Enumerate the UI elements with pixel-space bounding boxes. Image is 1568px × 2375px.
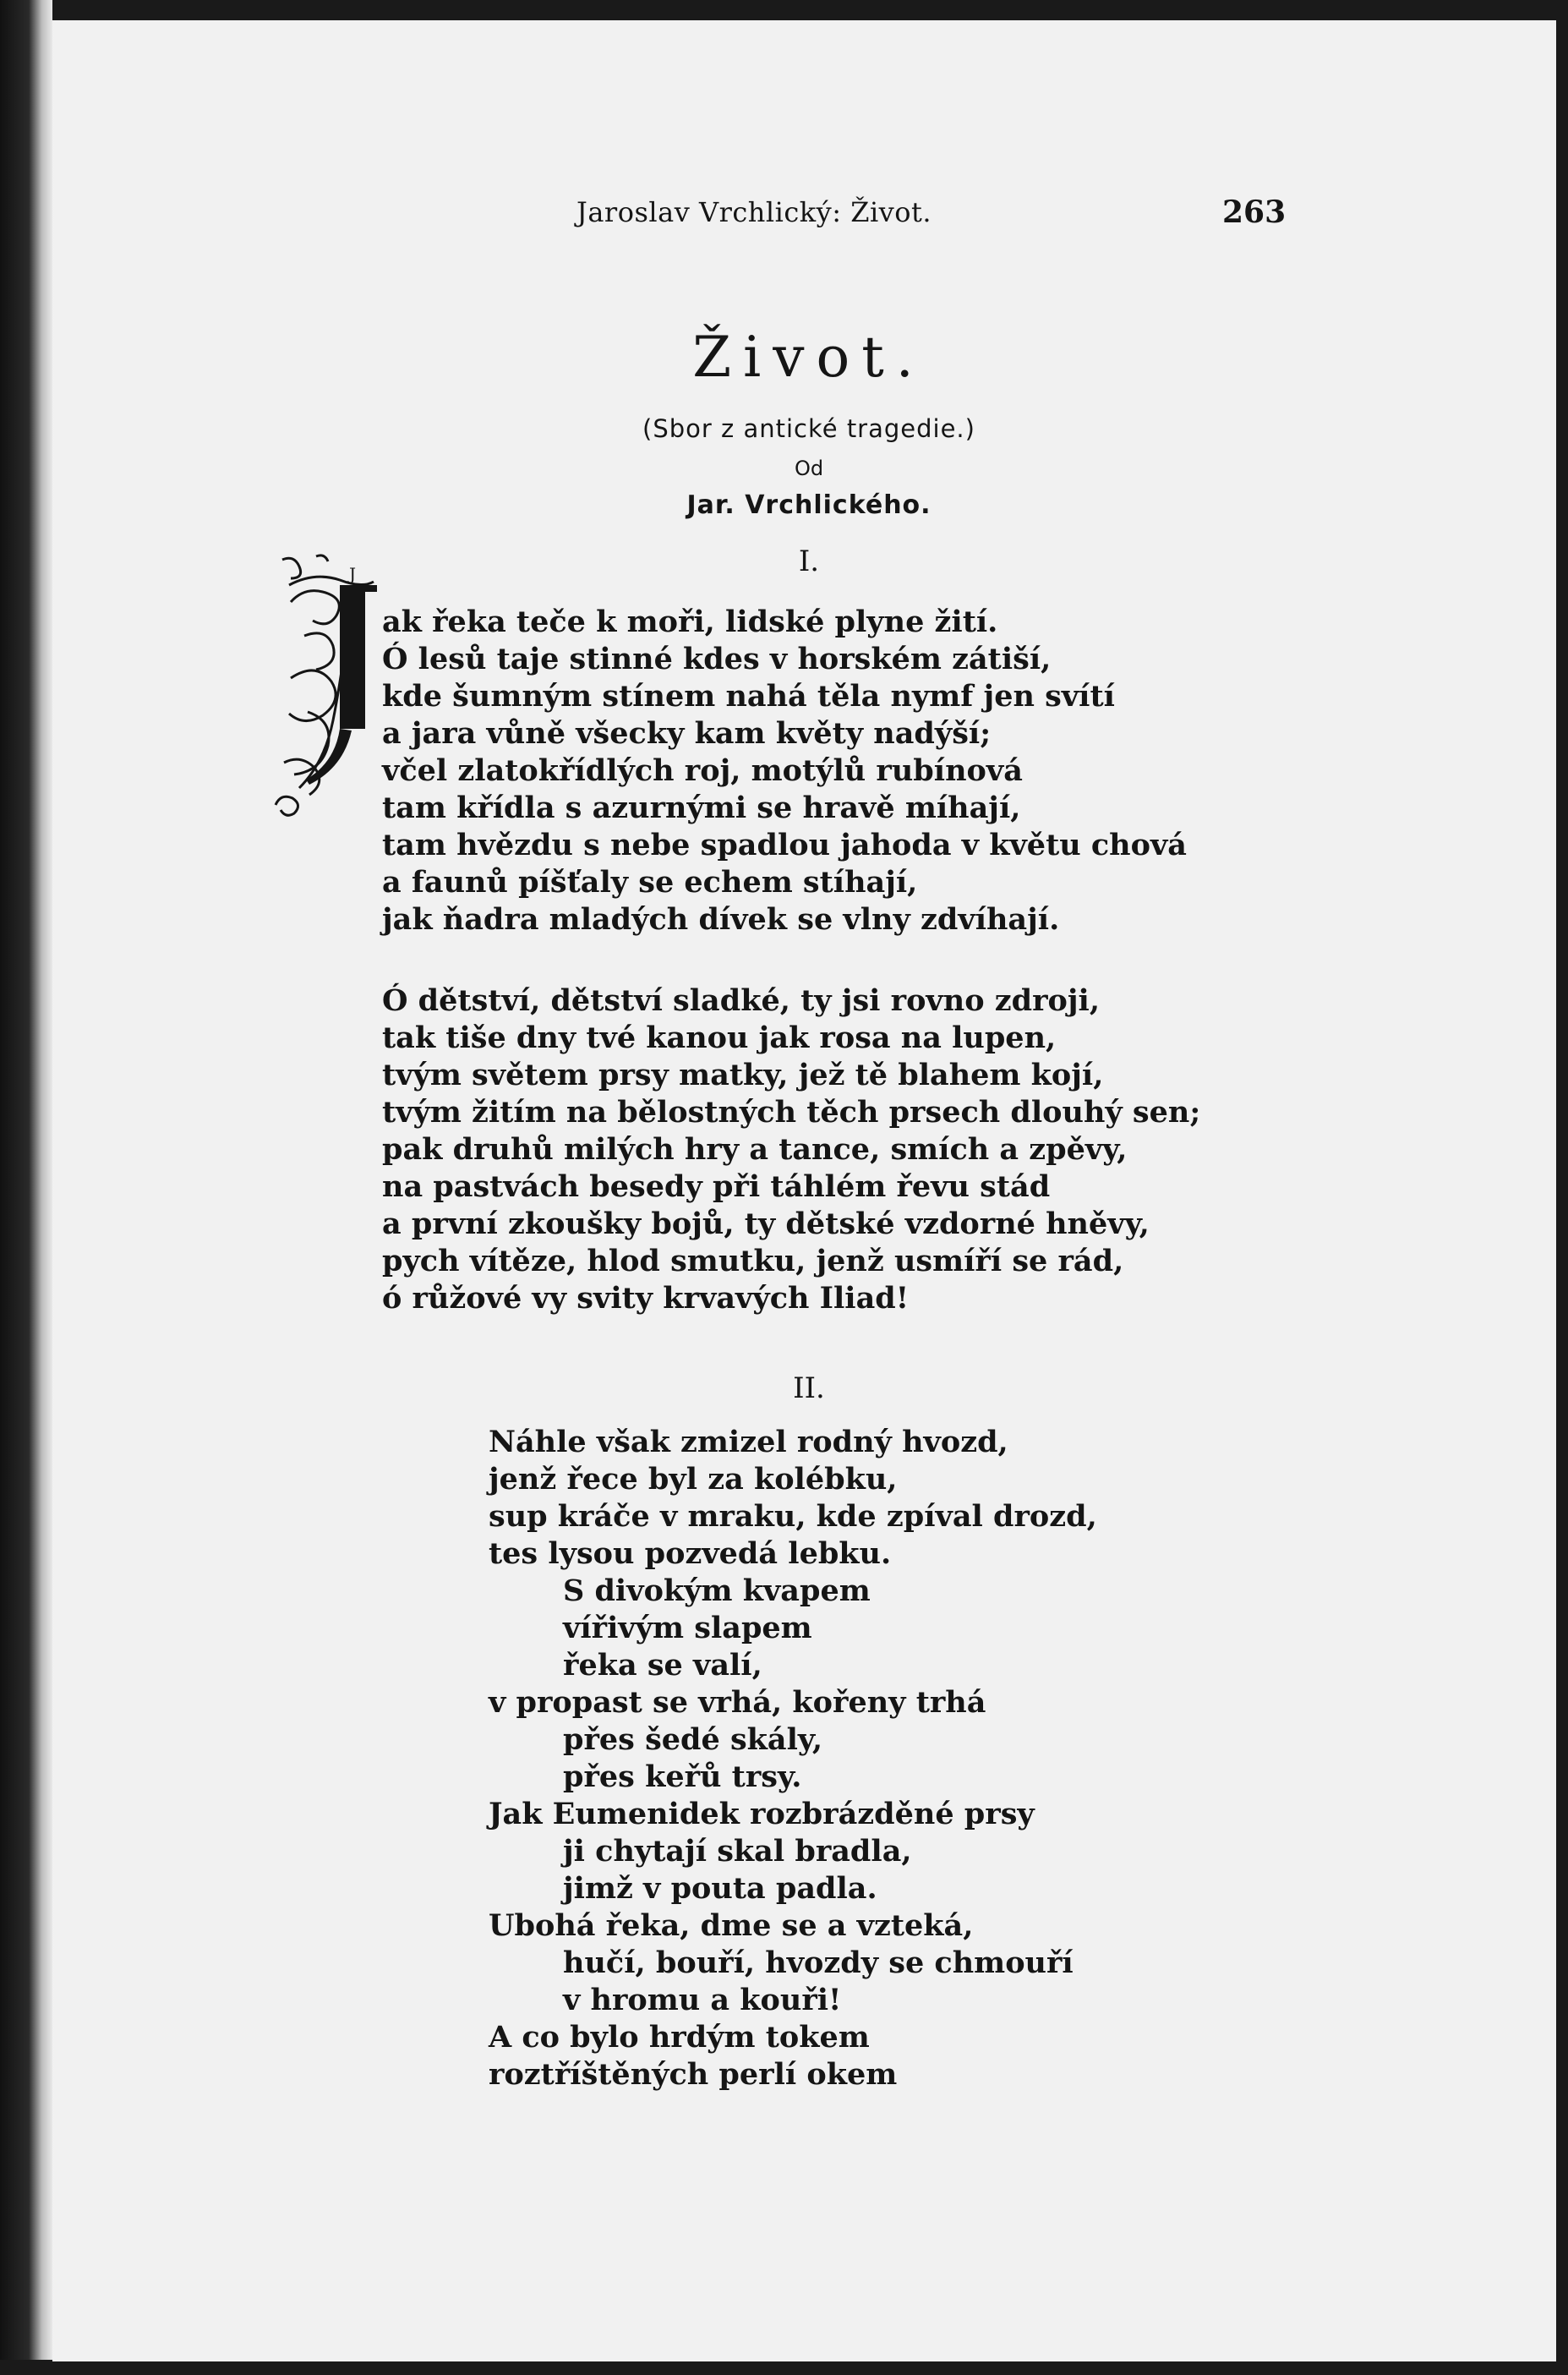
running-head <box>52 196 1556 247</box>
verse-line: Ubohá řeka, dme se a vzteká, <box>489 1908 974 1943</box>
verse-line: Jak Eumenidek rozbrázděné prsy <box>489 1797 1035 1831</box>
verse-line: tes lysou pozvedá lebku. <box>489 1536 892 1571</box>
verse-line: tam křídla s azurnými se hravě míhají, <box>382 791 1021 825</box>
stanza-1 <box>382 604 1187 939</box>
verse-line: v hromu a kouři! <box>563 1983 842 2017</box>
verse-line: pak druhů milých hry a tance, smích a zpěvy, <box>382 1132 1128 1167</box>
verse-line: na pastvách besedy při táhlém řevu stád <box>382 1169 1051 1204</box>
verse-line: ak řeka teče k moři, lidské plyne žití. <box>382 605 998 639</box>
verse-line: kde šumným stínem nahá těla nymf jen svítí <box>382 679 1115 714</box>
verse-line: ji chytají skal bradla, <box>563 1834 912 1869</box>
verse-line: a první zkoušky bojů, ty dětské vzdorné hněvy, <box>382 1207 1150 1241</box>
verse-line: v propast se vrhá, kořeny trhá <box>489 1685 986 1720</box>
verse-line: řeka se valí, <box>563 1648 762 1683</box>
poem-title: Život. <box>692 325 926 390</box>
verse-line: jenž řece byl za kolébku, <box>489 1462 898 1497</box>
verse-line: Ó lesů taje stinné kdes v horském zátiší, <box>382 642 1052 676</box>
verse-line: Náhle však zmizel rodný hvozd, <box>489 1425 1008 1459</box>
verse-line: přes šedé skály, <box>563 1722 823 1757</box>
verse-line: A co bylo hrdým tokem <box>489 2020 870 2055</box>
verse-line: hučí, bouří, hvozdy se chmouří <box>563 1945 1074 1980</box>
section-number-1: I. <box>798 544 820 578</box>
verse-line: Ó dětství, dětství sladké, ty jsi rovno zdroji, <box>382 983 1101 1018</box>
running-title: Jaroslav Vrchlický: Život. <box>576 196 932 228</box>
verse-line: vířivým slapem <box>563 1611 812 1645</box>
verse-line: jak ňadra mladých dívek se vlny zdvíhají. <box>382 902 1060 937</box>
scan-border-right <box>1556 0 1568 2375</box>
section-number-2: II. <box>793 1371 825 1405</box>
stanza-section-2 <box>489 1424 1097 2093</box>
poem-author: Jar. Vrchlického. <box>686 490 932 520</box>
page-number: 263 <box>1222 194 1287 230</box>
byline-od: Od <box>794 457 824 480</box>
verse-line: tak tiše dny tvé kanou jak rosa na lupen, <box>382 1021 1057 1055</box>
stanza-2 <box>382 982 1200 1317</box>
scan-border-left <box>0 0 52 2375</box>
verse-line: a jara vůně všecky kam květy nadýší; <box>382 716 992 751</box>
poem-subtitle: (Sbor z antické tragedie.) <box>642 414 975 443</box>
verse-line: ó růžové vy svity krvavých Iliad! <box>382 1281 910 1316</box>
verse-line: tvým světem prsy matky, jež tě blahem kojí, <box>382 1058 1104 1092</box>
verse-line: sup kráče v mraku, kde zpíval drozd, <box>489 1499 1097 1534</box>
verse-line: roztříštěných perlí okem <box>489 2057 898 2092</box>
dropcap-letter: J <box>348 564 357 584</box>
verse-line: tam hvězdu s nebe spadlou jahoda v květu chová <box>382 828 1187 862</box>
book-page <box>52 20 1556 2361</box>
verse-line: a faunů píšťaly se echem stíhají, <box>382 865 918 900</box>
scan-border-bottom <box>0 2360 1568 2375</box>
verse-line: pych vítěze, hlod smutku, jenž usmíří se rád, <box>382 1244 1124 1278</box>
verse-line: jimž v pouta padla. <box>563 1871 877 1906</box>
verse-line: tvým žitím na bělostných těch prsech dlouhý sen; <box>382 1095 1201 1130</box>
verse-line: přes keřů trsy. <box>563 1759 802 1794</box>
verse-line: S divokým kvapem <box>563 1573 871 1608</box>
verse-line: včel zlatokřídlých roj, motýlů rubínová <box>382 753 1023 788</box>
